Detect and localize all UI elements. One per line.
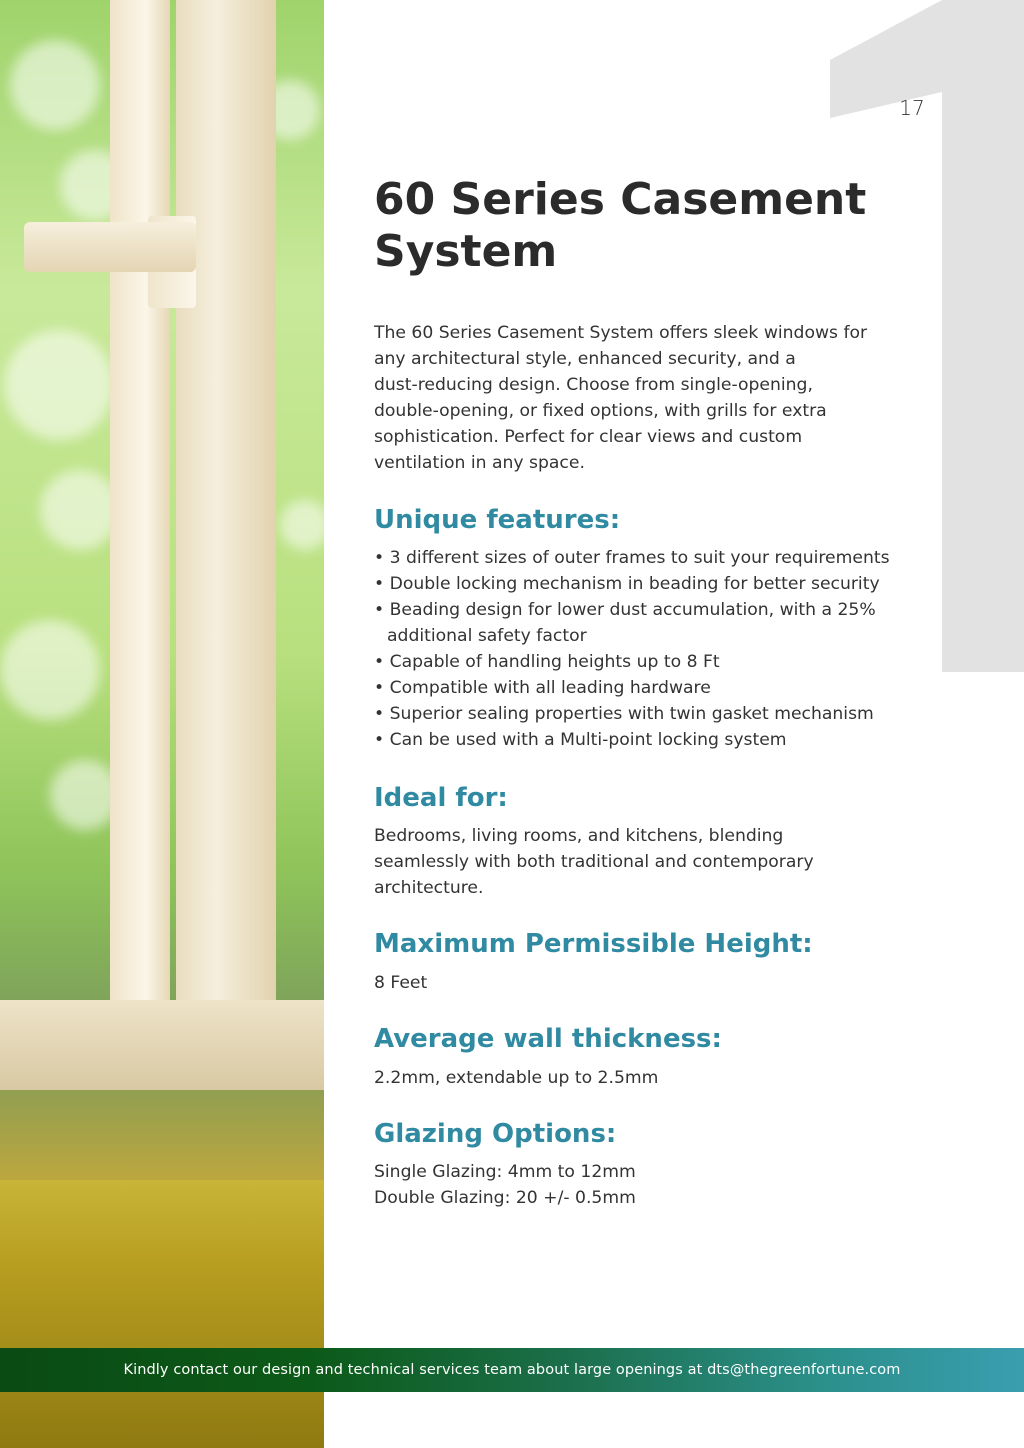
footer-banner xyxy=(0,1348,1024,1392)
intro-line: dust-reducing design. Choose from single-opening, xyxy=(374,375,813,395)
intro-line: sophistication. Perfect for clear views and custom xyxy=(374,427,803,447)
title-line-2: System xyxy=(374,226,558,277)
ideal-for-text xyxy=(374,823,894,901)
unique-features-heading: Unique features: xyxy=(374,505,621,535)
wall-thickness-heading: Average wall thickness: xyxy=(374,1024,722,1054)
glazing-text xyxy=(374,1159,894,1211)
ideal-for-line: Bedrooms, living rooms, and kitchens, blending xyxy=(374,826,784,846)
title-line-1: 60 Series Casement xyxy=(374,174,867,225)
ideal-for-line: architecture. xyxy=(374,878,484,898)
intro-line: ventilation in any space. xyxy=(374,453,585,473)
page-title xyxy=(374,174,894,278)
ideal-for-heading: Ideal for: xyxy=(374,783,508,813)
glazing-heading: Glazing Options: xyxy=(374,1119,617,1149)
glazing-line: Single Glazing: 4mm to 12mm xyxy=(374,1162,636,1182)
list-item: • Beading design for lower dust accumulation, with a 25% additional safety factor xyxy=(374,597,897,649)
footer-contact-text: Kindly contact our design and technical services team about large openings at dts@thegreenfortune.com xyxy=(123,1362,901,1378)
intro-line: double-opening, or fixed options, with grills for extra xyxy=(374,401,827,421)
intro-line: any architectural style, enhanced security, and a xyxy=(374,349,796,369)
page-number: 17 xyxy=(899,96,925,120)
list-item: • Compatible with all leading hardware xyxy=(374,675,914,701)
intro-line: The 60 Series Casement System offers sleek windows for xyxy=(374,323,868,343)
max-height-value: 8 Feet xyxy=(374,973,428,993)
list-item: • Can be used with a Multi-point locking system xyxy=(374,727,914,753)
ideal-for-line: seamlessly with both traditional and contemporary xyxy=(374,852,814,872)
list-item: • Double locking mechanism in beading for better security xyxy=(374,571,914,597)
list-item: • Superior sealing properties with twin gasket mechanism xyxy=(374,701,914,727)
window-photo xyxy=(0,0,324,1448)
list-item: • Capable of handling heights up to 8 Ft xyxy=(374,649,914,675)
unique-features-list xyxy=(374,545,914,753)
wall-thickness-value: 2.2mm, extendable up to 2.5mm xyxy=(374,1068,659,1088)
glazing-line: Double Glazing: 20 +/- 0.5mm xyxy=(374,1188,636,1208)
max-height-heading: Maximum Permissible Height: xyxy=(374,929,813,959)
list-item: • 3 different sizes of outer frames to suit your requirements xyxy=(374,545,914,571)
intro-paragraph xyxy=(374,320,904,476)
